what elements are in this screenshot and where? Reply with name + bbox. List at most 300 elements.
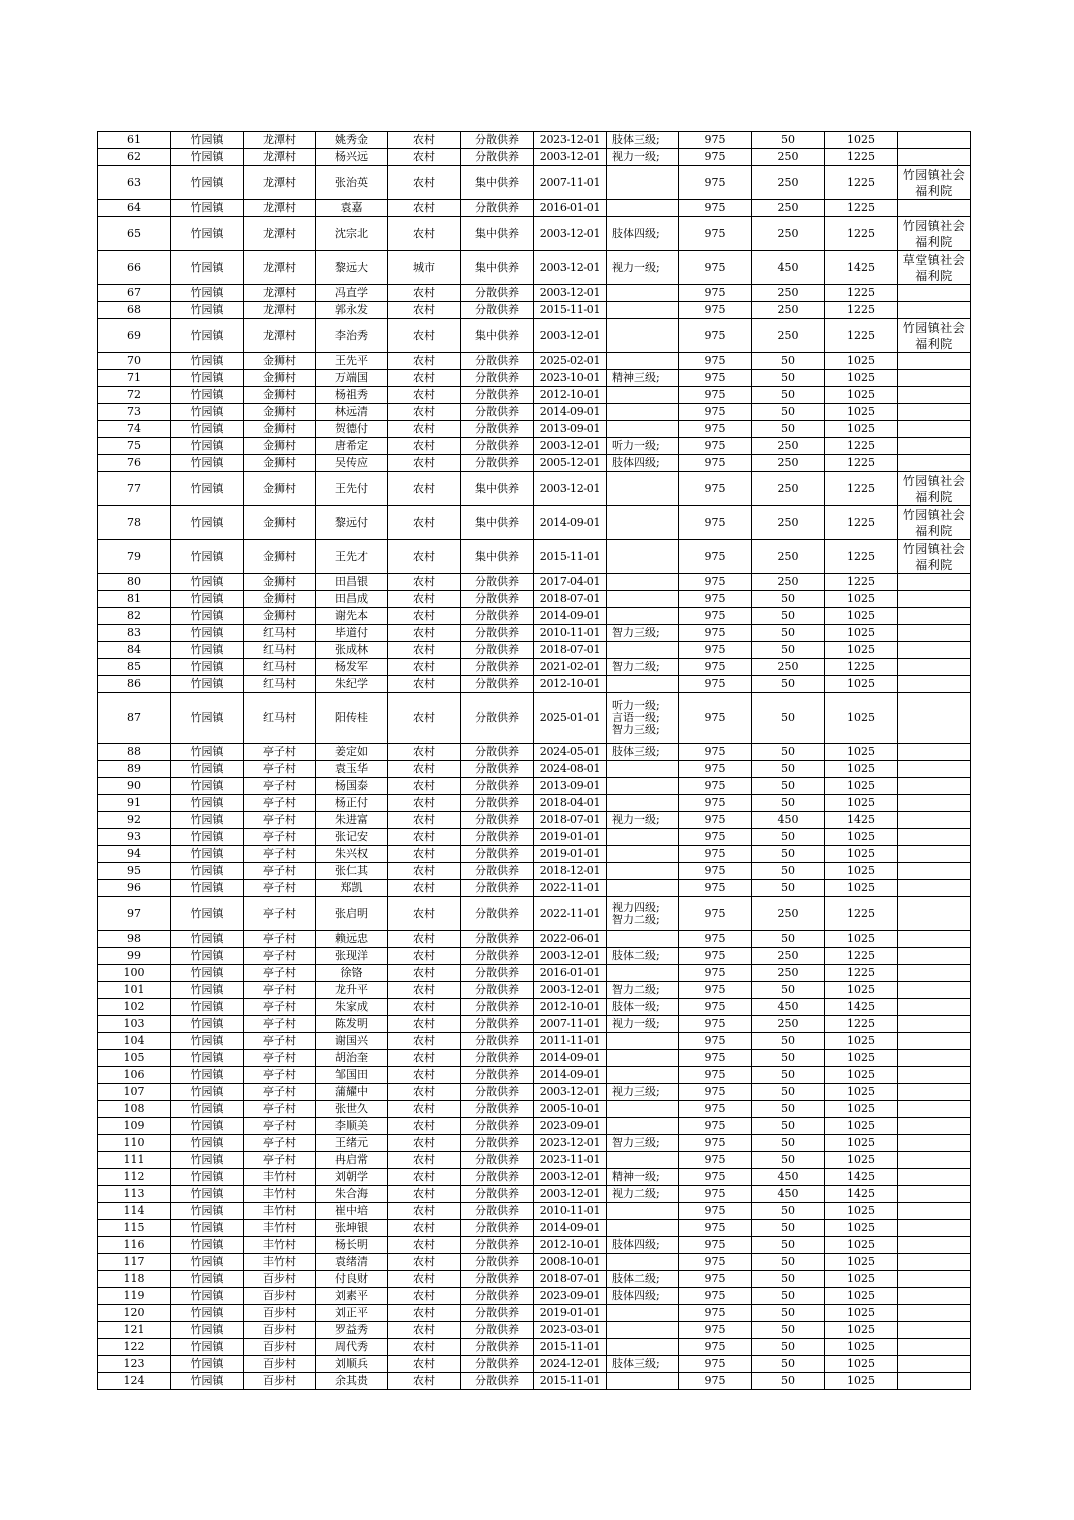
name-cell: 周代秀 bbox=[316, 1339, 388, 1356]
start-date-cell: 2010-11-01 bbox=[534, 625, 607, 642]
village-cell: 金狮村 bbox=[244, 472, 316, 506]
serial-cell: 82 bbox=[98, 608, 171, 625]
name-cell: 朱合海 bbox=[316, 1186, 388, 1203]
start-date-cell: 2014-09-01 bbox=[534, 506, 607, 540]
start-date-cell: 2018-07-01 bbox=[534, 591, 607, 608]
note-cell bbox=[898, 829, 971, 846]
name-cell: 朱兴权 bbox=[316, 846, 388, 863]
subsidy-amount-cell: 50 bbox=[752, 1203, 825, 1220]
start-date-cell: 2019-01-01 bbox=[534, 1305, 607, 1322]
note-cell bbox=[898, 1271, 971, 1288]
support-mode-cell: 分散供养 bbox=[461, 1135, 534, 1152]
household-type-cell: 农村 bbox=[388, 880, 461, 897]
note-cell: 竹园镇社会福利院 bbox=[898, 166, 971, 200]
base-amount-cell: 975 bbox=[679, 1237, 752, 1254]
serial-cell: 100 bbox=[98, 965, 171, 982]
table-row bbox=[98, 438, 971, 455]
serial-cell: 63 bbox=[98, 166, 171, 200]
note-cell: 竹园镇社会福利院 bbox=[898, 319, 971, 353]
name-cell: 杨国泰 bbox=[316, 778, 388, 795]
table-row bbox=[98, 302, 971, 319]
base-amount-cell: 975 bbox=[679, 1288, 752, 1305]
disability-cell: 肢体三级; bbox=[607, 1356, 679, 1373]
subsidy-amount-cell: 50 bbox=[752, 1101, 825, 1118]
start-date-cell: 2024-05-01 bbox=[534, 744, 607, 761]
start-date-cell: 2014-09-01 bbox=[534, 404, 607, 421]
start-date-cell: 2014-09-01 bbox=[534, 1050, 607, 1067]
total-amount-cell: 1425 bbox=[825, 812, 898, 829]
disability-cell: 智力三级; bbox=[607, 1135, 679, 1152]
subsidy-amount-cell: 50 bbox=[752, 1373, 825, 1390]
town-cell: 竹园镇 bbox=[171, 200, 244, 217]
village-cell: 百步村 bbox=[244, 1356, 316, 1373]
start-date-cell: 2012-10-01 bbox=[534, 999, 607, 1016]
town-cell: 竹园镇 bbox=[171, 999, 244, 1016]
town-cell: 竹园镇 bbox=[171, 625, 244, 642]
table-row bbox=[98, 1373, 971, 1390]
total-amount-cell: 1025 bbox=[825, 982, 898, 999]
support-mode-cell: 分散供养 bbox=[461, 778, 534, 795]
serial-cell: 87 bbox=[98, 693, 171, 744]
household-type-cell: 农村 bbox=[388, 591, 461, 608]
name-cell: 胡治奎 bbox=[316, 1050, 388, 1067]
village-cell: 金狮村 bbox=[244, 387, 316, 404]
household-type-cell: 农村 bbox=[388, 1169, 461, 1186]
town-cell: 竹园镇 bbox=[171, 1067, 244, 1084]
total-amount-cell: 1425 bbox=[825, 1186, 898, 1203]
start-date-cell: 2022-06-01 bbox=[534, 931, 607, 948]
subsidy-amount-cell: 250 bbox=[752, 302, 825, 319]
name-cell: 毕道付 bbox=[316, 625, 388, 642]
town-cell: 竹园镇 bbox=[171, 1356, 244, 1373]
household-type-cell: 农村 bbox=[388, 812, 461, 829]
table-row bbox=[98, 1186, 971, 1203]
table-body bbox=[98, 132, 971, 1390]
serial-cell: 118 bbox=[98, 1271, 171, 1288]
start-date-cell: 2023-03-01 bbox=[534, 1322, 607, 1339]
table-row bbox=[98, 574, 971, 591]
subsidy-amount-cell: 450 bbox=[752, 1186, 825, 1203]
village-cell: 亭子村 bbox=[244, 1050, 316, 1067]
subsidy-amount-cell: 250 bbox=[752, 319, 825, 353]
total-amount-cell: 1025 bbox=[825, 132, 898, 149]
town-cell: 竹园镇 bbox=[171, 1050, 244, 1067]
base-amount-cell: 975 bbox=[679, 948, 752, 965]
household-type-cell: 农村 bbox=[388, 744, 461, 761]
base-amount-cell: 975 bbox=[679, 421, 752, 438]
town-cell: 竹园镇 bbox=[171, 778, 244, 795]
village-cell: 金狮村 bbox=[244, 438, 316, 455]
serial-cell: 110 bbox=[98, 1135, 171, 1152]
note-cell bbox=[898, 1135, 971, 1152]
subsidy-amount-cell: 450 bbox=[752, 1169, 825, 1186]
support-mode-cell: 分散供养 bbox=[461, 999, 534, 1016]
town-cell: 竹园镇 bbox=[171, 455, 244, 472]
subsidy-amount-cell: 50 bbox=[752, 931, 825, 948]
serial-cell: 102 bbox=[98, 999, 171, 1016]
start-date-cell: 2022-11-01 bbox=[534, 897, 607, 931]
note-cell bbox=[898, 1322, 971, 1339]
town-cell: 竹园镇 bbox=[171, 608, 244, 625]
serial-cell: 116 bbox=[98, 1237, 171, 1254]
town-cell: 竹园镇 bbox=[171, 574, 244, 591]
disability-cell bbox=[607, 200, 679, 217]
village-cell: 亭子村 bbox=[244, 795, 316, 812]
household-type-cell: 农村 bbox=[388, 778, 461, 795]
serial-cell: 71 bbox=[98, 370, 171, 387]
total-amount-cell: 1225 bbox=[825, 438, 898, 455]
name-cell: 刘顺兵 bbox=[316, 1356, 388, 1373]
start-date-cell: 2012-10-01 bbox=[534, 387, 607, 404]
note-cell bbox=[898, 693, 971, 744]
town-cell: 竹园镇 bbox=[171, 319, 244, 353]
household-type-cell: 农村 bbox=[388, 1288, 461, 1305]
household-type-cell: 农村 bbox=[388, 693, 461, 744]
note-cell bbox=[898, 744, 971, 761]
name-cell: 贺德付 bbox=[316, 421, 388, 438]
support-mode-cell: 分散供养 bbox=[461, 1254, 534, 1271]
base-amount-cell: 975 bbox=[679, 1152, 752, 1169]
subsidy-amount-cell: 50 bbox=[752, 1067, 825, 1084]
table-row bbox=[98, 642, 971, 659]
base-amount-cell: 975 bbox=[679, 795, 752, 812]
table-row bbox=[98, 676, 971, 693]
base-amount-cell: 975 bbox=[679, 778, 752, 795]
serial-cell: 108 bbox=[98, 1101, 171, 1118]
table-row bbox=[98, 591, 971, 608]
name-cell: 黎远大 bbox=[316, 251, 388, 285]
subsidy-amount-cell: 50 bbox=[752, 1339, 825, 1356]
base-amount-cell: 975 bbox=[679, 880, 752, 897]
village-cell: 龙潭村 bbox=[244, 319, 316, 353]
village-cell: 金狮村 bbox=[244, 455, 316, 472]
table-row bbox=[98, 880, 971, 897]
table-row bbox=[98, 1356, 971, 1373]
name-cell: 朱家成 bbox=[316, 999, 388, 1016]
disability-cell bbox=[607, 472, 679, 506]
start-date-cell: 2019-01-01 bbox=[534, 846, 607, 863]
note-cell bbox=[898, 778, 971, 795]
start-date-cell: 2023-09-01 bbox=[534, 1118, 607, 1135]
table-row bbox=[98, 1152, 971, 1169]
disability-cell bbox=[607, 931, 679, 948]
base-amount-cell: 975 bbox=[679, 1271, 752, 1288]
support-mode-cell: 分散供养 bbox=[461, 387, 534, 404]
disability-cell: 智力二级; bbox=[607, 659, 679, 676]
subsidy-amount-cell: 50 bbox=[752, 591, 825, 608]
serial-cell: 93 bbox=[98, 829, 171, 846]
village-cell: 亭子村 bbox=[244, 812, 316, 829]
disability-cell bbox=[607, 302, 679, 319]
subsidy-amount-cell: 450 bbox=[752, 812, 825, 829]
total-amount-cell: 1225 bbox=[825, 217, 898, 251]
serial-cell: 97 bbox=[98, 897, 171, 931]
subsidy-amount-cell: 50 bbox=[752, 778, 825, 795]
household-type-cell: 农村 bbox=[388, 438, 461, 455]
table-row bbox=[98, 404, 971, 421]
support-mode-cell: 分散供养 bbox=[461, 1169, 534, 1186]
start-date-cell: 2014-09-01 bbox=[534, 1067, 607, 1084]
village-cell: 红马村 bbox=[244, 659, 316, 676]
table-row bbox=[98, 948, 971, 965]
household-type-cell: 农村 bbox=[388, 1356, 461, 1373]
village-cell: 亭子村 bbox=[244, 778, 316, 795]
subsidy-amount-cell: 250 bbox=[752, 1016, 825, 1033]
town-cell: 竹园镇 bbox=[171, 1203, 244, 1220]
total-amount-cell: 1025 bbox=[825, 1237, 898, 1254]
household-type-cell: 农村 bbox=[388, 370, 461, 387]
town-cell: 竹园镇 bbox=[171, 1186, 244, 1203]
village-cell: 金狮村 bbox=[244, 370, 316, 387]
town-cell: 竹园镇 bbox=[171, 166, 244, 200]
note-cell bbox=[898, 455, 971, 472]
town-cell: 竹园镇 bbox=[171, 948, 244, 965]
subsidy-amount-cell: 450 bbox=[752, 999, 825, 1016]
note-cell bbox=[898, 1373, 971, 1390]
support-mode-cell: 分散供养 bbox=[461, 676, 534, 693]
support-mode-cell: 分散供养 bbox=[461, 285, 534, 302]
note-cell bbox=[898, 642, 971, 659]
serial-cell: 73 bbox=[98, 404, 171, 421]
town-cell: 竹园镇 bbox=[171, 676, 244, 693]
name-cell: 刘朝学 bbox=[316, 1169, 388, 1186]
subsidy-amount-cell: 50 bbox=[752, 1254, 825, 1271]
subsidy-amount-cell: 50 bbox=[752, 625, 825, 642]
support-mode-cell: 分散供养 bbox=[461, 795, 534, 812]
household-type-cell: 农村 bbox=[388, 387, 461, 404]
disability-cell bbox=[607, 387, 679, 404]
household-type-cell: 农村 bbox=[388, 642, 461, 659]
base-amount-cell: 975 bbox=[679, 1305, 752, 1322]
subsidy-amount-cell: 250 bbox=[752, 659, 825, 676]
disability-cell bbox=[607, 778, 679, 795]
household-type-cell: 农村 bbox=[388, 472, 461, 506]
table-row bbox=[98, 132, 971, 149]
note-cell bbox=[898, 1356, 971, 1373]
serial-cell: 70 bbox=[98, 353, 171, 370]
serial-cell: 98 bbox=[98, 931, 171, 948]
serial-cell: 78 bbox=[98, 506, 171, 540]
town-cell: 竹园镇 bbox=[171, 472, 244, 506]
total-amount-cell: 1225 bbox=[825, 948, 898, 965]
support-mode-cell: 分散供养 bbox=[461, 1237, 534, 1254]
subsidy-amount-cell: 50 bbox=[752, 1118, 825, 1135]
support-mode-cell: 分散供养 bbox=[461, 1271, 534, 1288]
note-cell: 竹园镇社会福利院 bbox=[898, 540, 971, 574]
disability-cell: 肢体四级; bbox=[607, 455, 679, 472]
support-mode-cell: 分散供养 bbox=[461, 1373, 534, 1390]
serial-cell: 111 bbox=[98, 1152, 171, 1169]
start-date-cell: 2003-12-01 bbox=[534, 149, 607, 166]
disability-cell bbox=[607, 1305, 679, 1322]
support-mode-cell: 分散供养 bbox=[461, 1356, 534, 1373]
town-cell: 竹园镇 bbox=[171, 370, 244, 387]
serial-cell: 95 bbox=[98, 863, 171, 880]
household-type-cell: 农村 bbox=[388, 200, 461, 217]
records-table bbox=[97, 131, 971, 1390]
serial-cell: 94 bbox=[98, 846, 171, 863]
town-cell: 竹园镇 bbox=[171, 1135, 244, 1152]
disability-cell bbox=[607, 506, 679, 540]
base-amount-cell: 975 bbox=[679, 438, 752, 455]
table-row bbox=[98, 693, 971, 744]
note-cell bbox=[898, 897, 971, 931]
base-amount-cell: 975 bbox=[679, 761, 752, 778]
town-cell: 竹园镇 bbox=[171, 812, 244, 829]
base-amount-cell: 975 bbox=[679, 676, 752, 693]
village-cell: 丰竹村 bbox=[244, 1186, 316, 1203]
base-amount-cell: 975 bbox=[679, 506, 752, 540]
disability-cell: 肢体二级; bbox=[607, 1271, 679, 1288]
village-cell: 亭子村 bbox=[244, 965, 316, 982]
total-amount-cell: 1025 bbox=[825, 931, 898, 948]
disability-cell: 精神三级; bbox=[607, 370, 679, 387]
base-amount-cell: 975 bbox=[679, 829, 752, 846]
support-mode-cell: 分散供养 bbox=[461, 1339, 534, 1356]
serial-cell: 74 bbox=[98, 421, 171, 438]
table-row bbox=[98, 370, 971, 387]
village-cell: 金狮村 bbox=[244, 608, 316, 625]
start-date-cell: 2015-11-01 bbox=[534, 540, 607, 574]
start-date-cell: 2015-11-01 bbox=[534, 1373, 607, 1390]
support-mode-cell: 分散供养 bbox=[461, 897, 534, 931]
serial-cell: 84 bbox=[98, 642, 171, 659]
disability-cell bbox=[607, 353, 679, 370]
subsidy-amount-cell: 50 bbox=[752, 370, 825, 387]
table-row bbox=[98, 761, 971, 778]
household-type-cell: 农村 bbox=[388, 608, 461, 625]
village-cell: 丰竹村 bbox=[244, 1220, 316, 1237]
household-type-cell: 农村 bbox=[388, 1339, 461, 1356]
serial-cell: 83 bbox=[98, 625, 171, 642]
base-amount-cell: 975 bbox=[679, 1339, 752, 1356]
subsidy-amount-cell: 50 bbox=[752, 1305, 825, 1322]
support-mode-cell: 分散供养 bbox=[461, 812, 534, 829]
base-amount-cell: 975 bbox=[679, 625, 752, 642]
disability-cell: 视力一级; bbox=[607, 251, 679, 285]
household-type-cell: 农村 bbox=[388, 846, 461, 863]
subsidy-amount-cell: 250 bbox=[752, 540, 825, 574]
support-mode-cell: 分散供养 bbox=[461, 370, 534, 387]
total-amount-cell: 1425 bbox=[825, 999, 898, 1016]
base-amount-cell: 975 bbox=[679, 1135, 752, 1152]
town-cell: 竹园镇 bbox=[171, 1169, 244, 1186]
start-date-cell: 2005-12-01 bbox=[534, 455, 607, 472]
total-amount-cell: 1225 bbox=[825, 659, 898, 676]
total-amount-cell: 1025 bbox=[825, 1101, 898, 1118]
support-mode-cell: 分散供养 bbox=[461, 200, 534, 217]
town-cell: 竹园镇 bbox=[171, 540, 244, 574]
household-type-cell: 农村 bbox=[388, 1016, 461, 1033]
household-type-cell: 农村 bbox=[388, 1322, 461, 1339]
serial-cell: 65 bbox=[98, 217, 171, 251]
note-cell: 竹园镇社会福利院 bbox=[898, 506, 971, 540]
subsidy-amount-cell: 50 bbox=[752, 1220, 825, 1237]
support-mode-cell: 分散供养 bbox=[461, 149, 534, 166]
household-type-cell: 农村 bbox=[388, 1067, 461, 1084]
subsidy-amount-cell: 250 bbox=[752, 965, 825, 982]
town-cell: 竹园镇 bbox=[171, 591, 244, 608]
base-amount-cell: 975 bbox=[679, 1254, 752, 1271]
table-row bbox=[98, 863, 971, 880]
town-cell: 竹园镇 bbox=[171, 1016, 244, 1033]
subsidy-amount-cell: 250 bbox=[752, 149, 825, 166]
note-cell bbox=[898, 812, 971, 829]
disability-cell: 肢体三级; bbox=[607, 132, 679, 149]
support-mode-cell: 集中供养 bbox=[461, 506, 534, 540]
support-mode-cell: 分散供养 bbox=[461, 591, 534, 608]
disability-cell bbox=[607, 421, 679, 438]
subsidy-amount-cell: 50 bbox=[752, 421, 825, 438]
household-type-cell: 农村 bbox=[388, 1135, 461, 1152]
start-date-cell: 2005-10-01 bbox=[534, 1101, 607, 1118]
name-cell: 张仁其 bbox=[316, 863, 388, 880]
serial-cell: 113 bbox=[98, 1186, 171, 1203]
subsidy-amount-cell: 50 bbox=[752, 1271, 825, 1288]
village-cell: 金狮村 bbox=[244, 404, 316, 421]
household-type-cell: 农村 bbox=[388, 132, 461, 149]
name-cell: 刘正平 bbox=[316, 1305, 388, 1322]
village-cell: 亭子村 bbox=[244, 1084, 316, 1101]
total-amount-cell: 1025 bbox=[825, 880, 898, 897]
support-mode-cell: 分散供养 bbox=[461, 455, 534, 472]
town-cell: 竹园镇 bbox=[171, 438, 244, 455]
support-mode-cell: 分散供养 bbox=[461, 1101, 534, 1118]
table-row bbox=[98, 1237, 971, 1254]
total-amount-cell: 1025 bbox=[825, 1152, 898, 1169]
note-cell bbox=[898, 880, 971, 897]
subsidy-amount-cell: 250 bbox=[752, 166, 825, 200]
subsidy-amount-cell: 250 bbox=[752, 574, 825, 591]
name-cell: 陈发明 bbox=[316, 1016, 388, 1033]
support-mode-cell: 分散供养 bbox=[461, 744, 534, 761]
note-cell bbox=[898, 1305, 971, 1322]
table-row bbox=[98, 472, 971, 506]
base-amount-cell: 975 bbox=[679, 251, 752, 285]
town-cell: 竹园镇 bbox=[171, 506, 244, 540]
support-mode-cell: 分散供养 bbox=[461, 1305, 534, 1322]
subsidy-amount-cell: 50 bbox=[752, 1356, 825, 1373]
start-date-cell: 2013-09-01 bbox=[534, 421, 607, 438]
name-cell: 王先平 bbox=[316, 353, 388, 370]
village-cell: 亭子村 bbox=[244, 744, 316, 761]
start-date-cell: 2003-12-01 bbox=[534, 1169, 607, 1186]
village-cell: 亭子村 bbox=[244, 1152, 316, 1169]
support-mode-cell: 分散供养 bbox=[461, 1118, 534, 1135]
table-row bbox=[98, 1254, 971, 1271]
town-cell: 竹园镇 bbox=[171, 149, 244, 166]
total-amount-cell: 1025 bbox=[825, 421, 898, 438]
town-cell: 竹园镇 bbox=[171, 1033, 244, 1050]
total-amount-cell: 1025 bbox=[825, 608, 898, 625]
town-cell: 竹园镇 bbox=[171, 251, 244, 285]
subsidy-amount-cell: 50 bbox=[752, 1322, 825, 1339]
disability-cell bbox=[607, 1101, 679, 1118]
town-cell: 竹园镇 bbox=[171, 1373, 244, 1390]
base-amount-cell: 975 bbox=[679, 132, 752, 149]
household-type-cell: 农村 bbox=[388, 863, 461, 880]
base-amount-cell: 975 bbox=[679, 200, 752, 217]
support-mode-cell: 分散供养 bbox=[461, 404, 534, 421]
name-cell: 刘素平 bbox=[316, 1288, 388, 1305]
note-cell bbox=[898, 370, 971, 387]
disability-cell: 肢体二级; bbox=[607, 948, 679, 965]
town-cell: 竹园镇 bbox=[171, 302, 244, 319]
note-cell: 草堂镇社会福利院 bbox=[898, 251, 971, 285]
village-cell: 红马村 bbox=[244, 625, 316, 642]
table-row bbox=[98, 149, 971, 166]
household-type-cell: 农村 bbox=[388, 1271, 461, 1288]
